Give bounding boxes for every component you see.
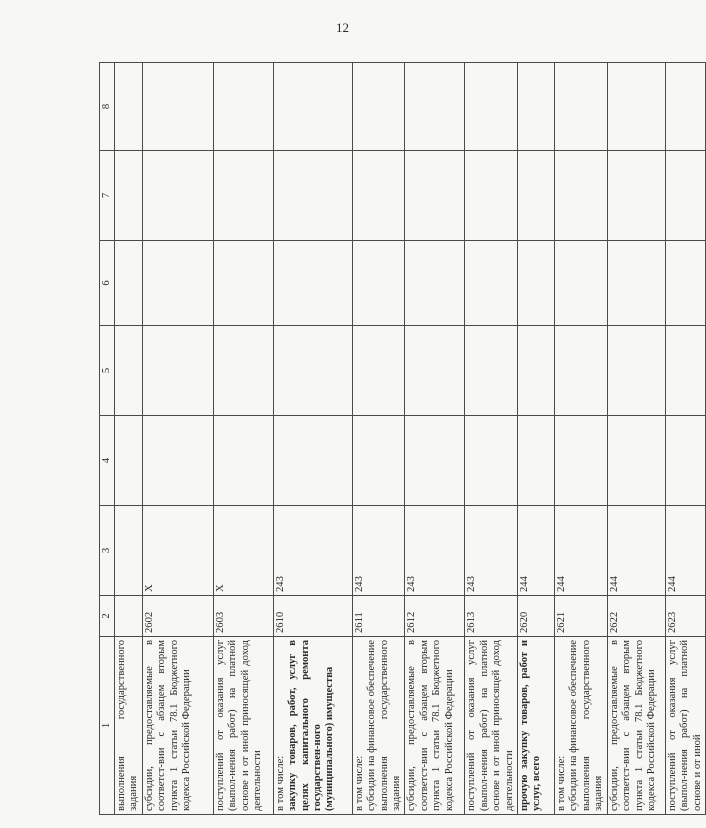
page-number: 12	[336, 20, 349, 35]
empty-cell	[518, 151, 555, 241]
empty-cell	[555, 326, 608, 416]
row-text: закупку товаров, работ, услуг в целях капитального ремонта государствен-ного (муниципального) имущества	[287, 640, 336, 811]
empty-cell	[555, 63, 608, 151]
empty-cell	[665, 63, 705, 151]
empty-cell	[142, 326, 213, 416]
row-code: 2603	[213, 596, 273, 637]
header-cell: 8	[100, 63, 115, 151]
row-text: субсидии на финансовое обеспечение выполнения государственного задания	[568, 640, 605, 811]
empty-cell	[142, 63, 213, 151]
empty-cell	[465, 151, 518, 241]
row-prefix: в том числе:	[274, 755, 286, 811]
empty-cell	[142, 416, 213, 506]
row-code: 2622	[607, 596, 665, 637]
row-code: 2610	[273, 596, 352, 637]
empty-cell	[352, 326, 405, 416]
empty-cell	[465, 63, 518, 151]
row-kbk: 243	[465, 506, 518, 596]
header-cell: 4	[100, 416, 115, 506]
table-row	[405, 63, 465, 815]
row-kbk: 243	[273, 506, 352, 596]
empty-cell	[352, 63, 405, 151]
row-code: 2612	[405, 596, 465, 637]
empty-cell	[555, 241, 608, 326]
row-kbk	[115, 506, 143, 596]
empty-cell	[607, 416, 665, 506]
empty-cell	[665, 416, 705, 506]
empty-cell	[273, 416, 352, 506]
empty-cell	[213, 416, 273, 506]
row-kbk: 244	[665, 506, 705, 596]
row-description	[607, 637, 665, 815]
row-code	[115, 596, 143, 637]
table-row	[607, 63, 665, 815]
empty-cell	[142, 241, 213, 326]
empty-cell	[405, 326, 465, 416]
row-description	[273, 637, 352, 815]
empty-cell	[607, 241, 665, 326]
row-kbk: X	[213, 506, 273, 596]
header-cell: 3	[100, 506, 115, 596]
empty-cell	[518, 416, 555, 506]
empty-cell	[607, 63, 665, 151]
empty-cell	[115, 151, 143, 241]
empty-cell	[465, 416, 518, 506]
row-kbk: 243	[352, 506, 405, 596]
row-text: субсидии на финансовое обеспечение выполнения государственного задания	[366, 640, 403, 811]
row-text: поступлений от оказания услуг (выпол-нения работ) на платной основе и от иной приносящей доход деятельности	[466, 640, 515, 811]
table-row	[273, 63, 352, 815]
empty-cell	[273, 241, 352, 326]
header-cell: 6	[100, 241, 115, 326]
empty-cell	[115, 326, 143, 416]
table-row	[555, 63, 608, 815]
empty-cell	[352, 151, 405, 241]
empty-cell	[607, 326, 665, 416]
table-row	[142, 63, 213, 815]
row-description	[115, 637, 143, 815]
empty-cell	[405, 151, 465, 241]
empty-cell	[665, 326, 705, 416]
budget-table	[99, 62, 706, 815]
row-text: прочую закупку товаров, работ и услуг, всего	[519, 640, 543, 811]
row-code: 2611	[352, 596, 405, 637]
empty-cell	[213, 326, 273, 416]
row-description	[665, 637, 705, 815]
row-kbk: 243	[405, 506, 465, 596]
empty-cell	[115, 416, 143, 506]
table-body	[100, 63, 706, 815]
empty-cell	[465, 241, 518, 326]
table-row	[465, 63, 518, 815]
row-code: 2613	[465, 596, 518, 637]
empty-cell	[465, 326, 518, 416]
row-text: субсидии, предоставляемые в соответст-вии с абзацем вторым пункта 1 статьи 78.1 Бюджетного кодекса Российской Федерации	[143, 640, 193, 811]
empty-cell	[405, 416, 465, 506]
table-row	[665, 63, 705, 815]
empty-cell	[352, 416, 405, 506]
header-cell: 7	[100, 151, 115, 241]
empty-cell	[213, 151, 273, 241]
row-prefix: в том числе:	[556, 755, 568, 811]
row-code: 2602	[142, 596, 213, 637]
empty-cell	[518, 63, 555, 151]
empty-cell	[213, 63, 273, 151]
empty-cell	[273, 326, 352, 416]
row-description	[518, 637, 555, 815]
empty-cell	[555, 416, 608, 506]
empty-cell	[115, 63, 143, 151]
empty-cell	[607, 151, 665, 241]
empty-cell	[405, 241, 465, 326]
table-row	[213, 63, 273, 815]
row-text: поступлений от оказания услуг (выпол-нения работ) на платной основе и от иной приносящей доход деятельности	[214, 640, 264, 811]
empty-cell	[405, 63, 465, 151]
empty-cell	[352, 241, 405, 326]
table-row	[352, 63, 405, 815]
row-prefix: в том числе:	[353, 755, 365, 811]
row-kbk: X	[142, 506, 213, 596]
row-text: выполнения государственного задания	[116, 640, 140, 811]
row-description	[352, 637, 405, 815]
empty-cell	[665, 241, 705, 326]
row-text: субсидии, предоставляемые в соответст-вии с абзацем вторым пункта 1 статьи 78.1 Бюджетного кодекса Российской Федерации	[406, 640, 455, 811]
header-cell: 1	[100, 637, 115, 815]
row-code: 2620	[518, 596, 555, 637]
row-kbk: 244	[555, 506, 608, 596]
row-description	[555, 637, 608, 815]
header-cell: 2	[100, 596, 115, 637]
empty-cell	[518, 326, 555, 416]
table-row	[115, 63, 143, 815]
empty-cell	[115, 241, 143, 326]
row-text: поступлений от оказания услуг (выпол-нения работ) на платной основе и от иной	[666, 640, 703, 811]
row-code: 2623	[665, 596, 705, 637]
header-cell: 5	[100, 326, 115, 416]
row-text: субсидии, предоставляемые в соответст-вии с абзацем вторым пункта 1 статьи 78.1 Бюджетного кодекса Российской Федерации	[608, 640, 657, 811]
rotated-table-container	[99, 63, 703, 815]
empty-cell	[142, 151, 213, 241]
empty-cell	[518, 241, 555, 326]
empty-cell	[665, 151, 705, 241]
row-description	[465, 637, 518, 815]
empty-cell	[273, 151, 352, 241]
row-description	[142, 637, 213, 815]
row-code: 2621	[555, 596, 608, 637]
row-kbk: 244	[607, 506, 665, 596]
empty-cell	[273, 63, 352, 151]
table-row	[518, 63, 555, 815]
empty-cell	[555, 151, 608, 241]
header-row	[100, 63, 115, 815]
row-kbk: 244	[518, 506, 555, 596]
row-description	[405, 637, 465, 815]
empty-cell	[213, 241, 273, 326]
row-description	[213, 637, 273, 815]
